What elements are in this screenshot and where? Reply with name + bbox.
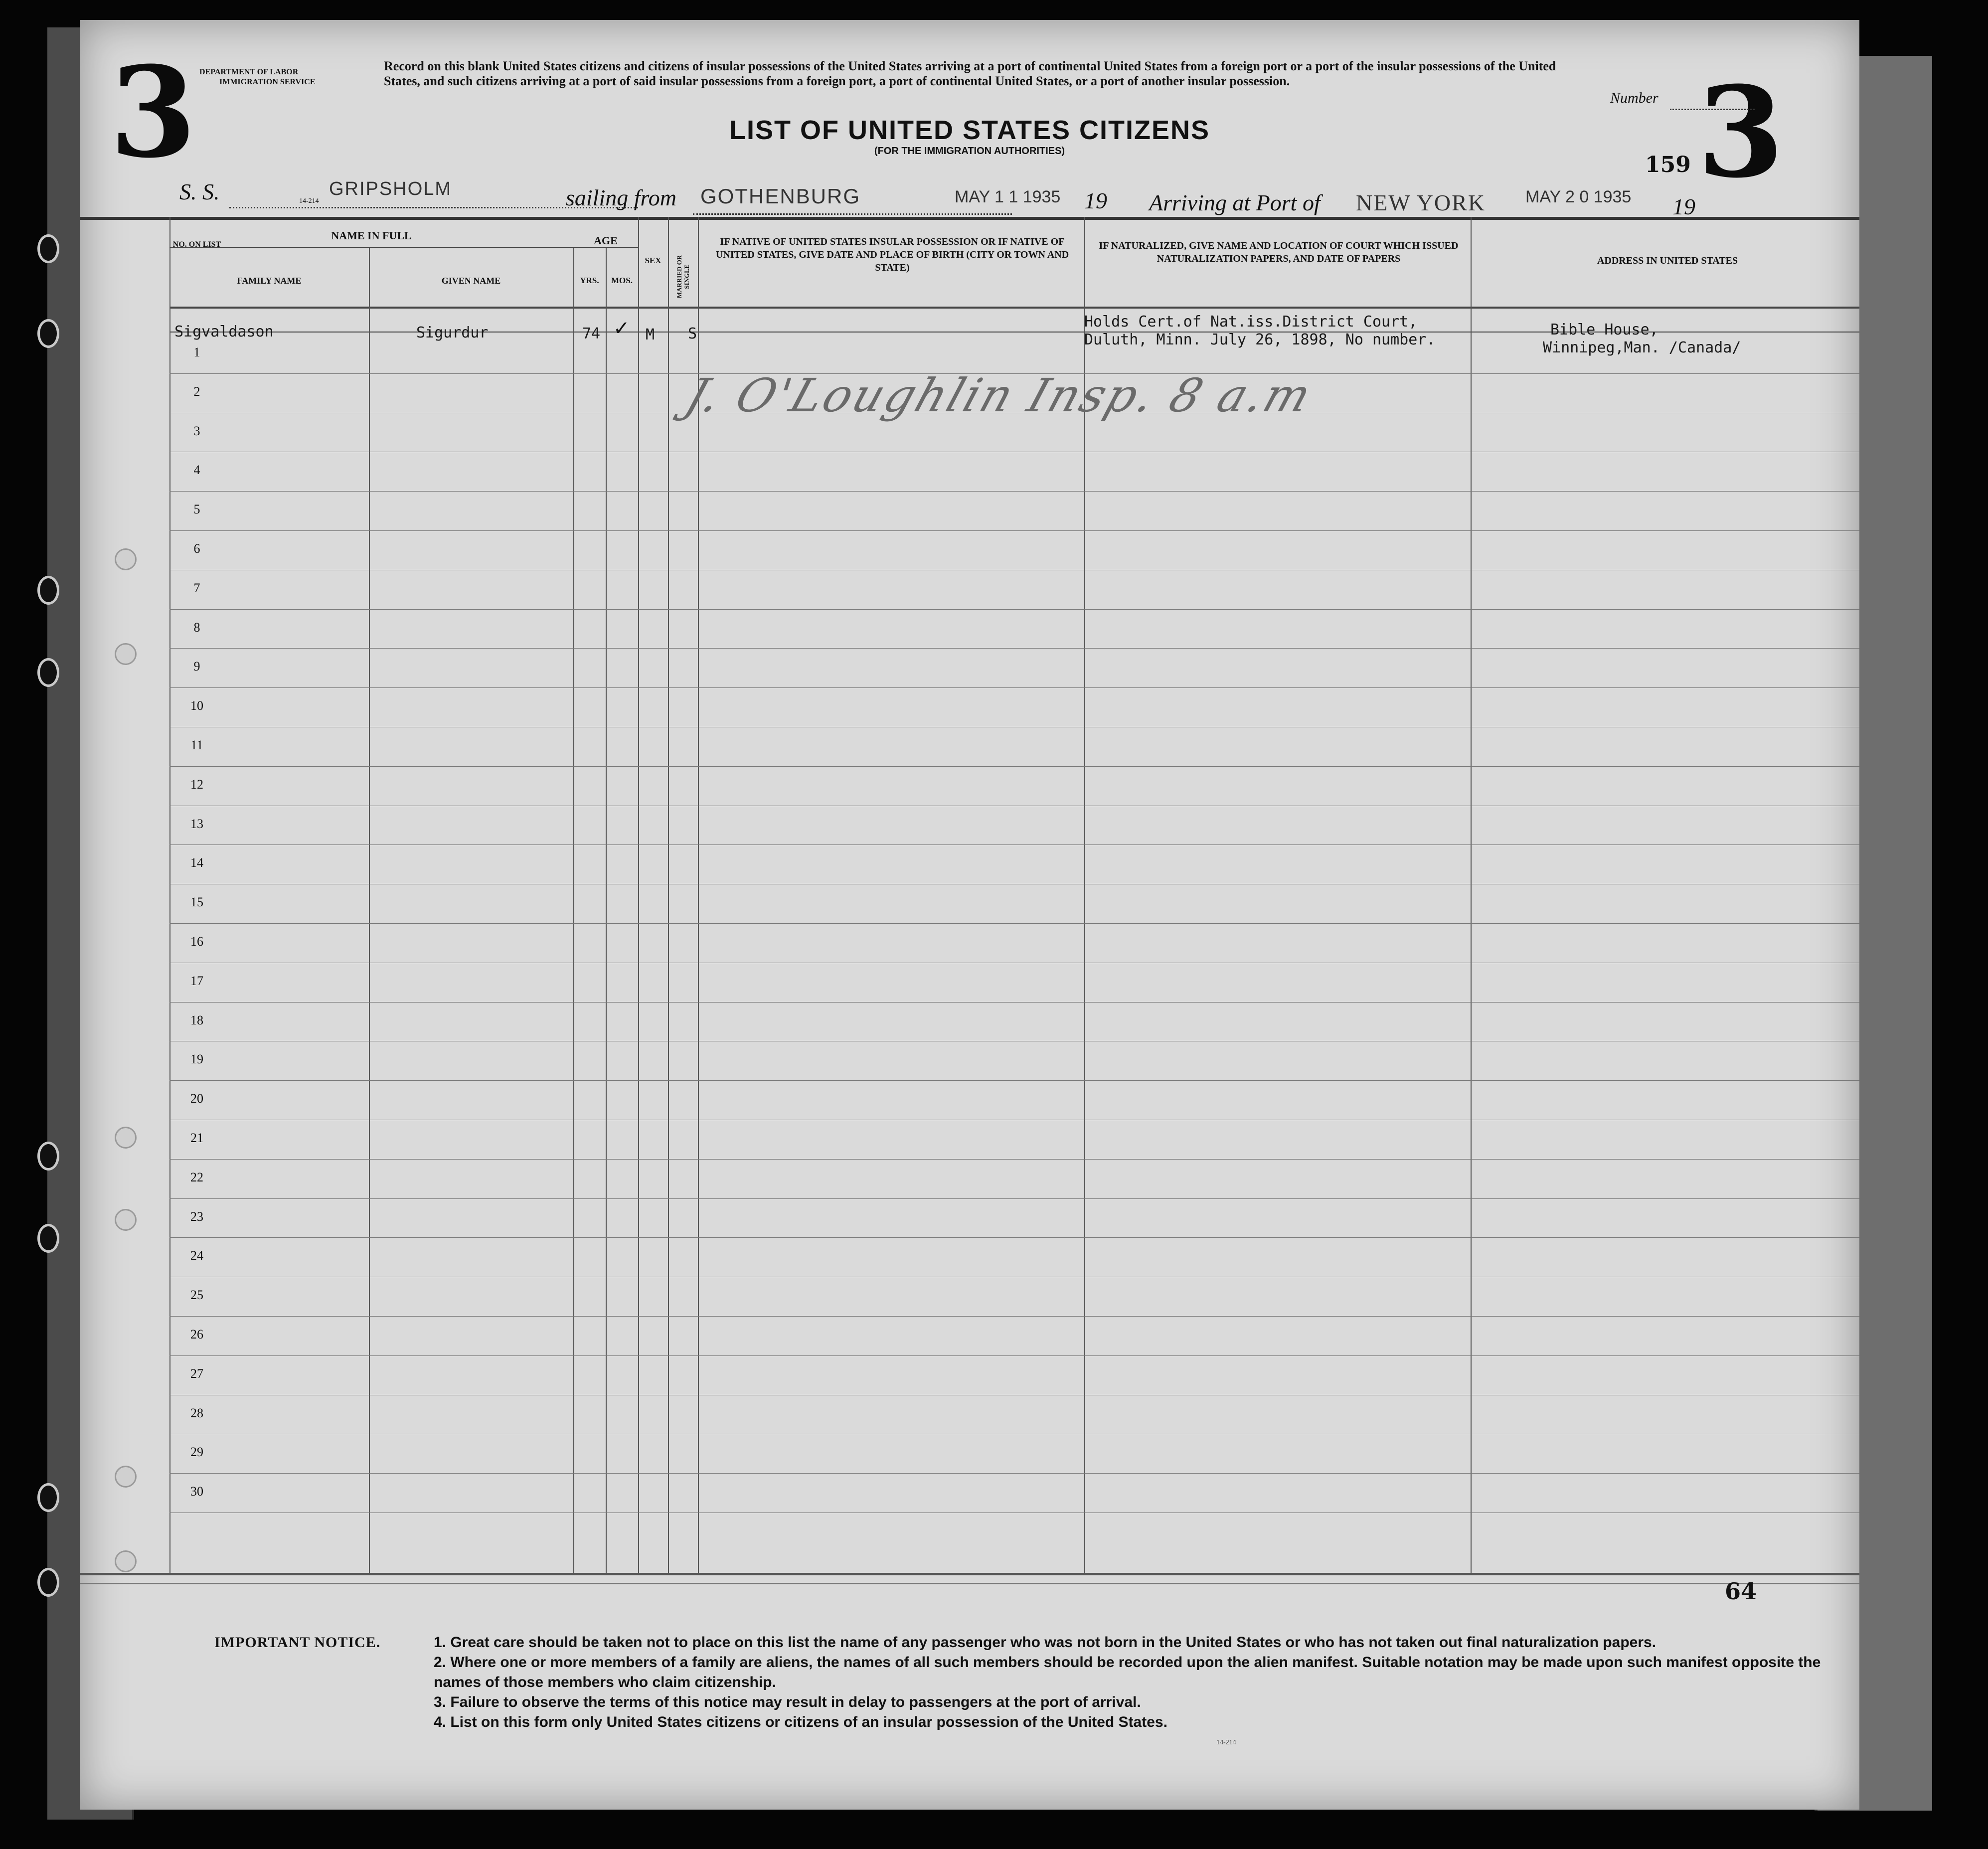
arrival-port: NEW YORK xyxy=(1356,190,1486,215)
table-row xyxy=(169,491,1859,492)
binder-hole xyxy=(37,658,59,687)
year-prefix-1: 19 xyxy=(1084,188,1107,213)
form-title: LIST OF UNITED STATES CITIZENS xyxy=(729,115,1210,145)
row-number: 6 xyxy=(193,541,200,556)
binder-hole xyxy=(37,1224,59,1253)
departure-date: MAY 1 1 1935 xyxy=(955,187,1061,206)
row-number: 10 xyxy=(190,698,203,713)
binder-hole xyxy=(37,234,59,263)
binder-hole xyxy=(37,319,59,348)
notice-item-1: 1. Great care should be taken not to place on this list the name of any passenger who was not born in the United States or who has not taken out final naturalization papers. xyxy=(434,1634,1657,1651)
header-no-on-list: NO. ON LIST xyxy=(172,240,221,249)
row-number: 25 xyxy=(190,1288,203,1303)
header-married-or-single: MARRIED OR SINGLE xyxy=(675,255,690,299)
sheet-number-left: 3 xyxy=(110,39,196,185)
row-number: 23 xyxy=(190,1209,203,1224)
header-address: ADDRESS IN UNITED STATES xyxy=(1597,255,1738,266)
row-number: 4 xyxy=(193,463,200,478)
row-number: 9 xyxy=(193,659,200,674)
header-yrs: YRS. xyxy=(580,276,599,285)
important-notice xyxy=(214,1633,1834,1732)
preamble-text: Record on this blank United States citizens and citizens of insular possessions of the United States arriving at a port of continental United States from a foreign port or a port of the insular possessions of the United States, and such citizens arriving at a port of said insular possessions from a foreign port, a port of continental United States, or a port of another insular possession. xyxy=(384,59,1556,88)
pin-hole xyxy=(115,1127,137,1149)
header-age: AGE xyxy=(594,234,618,247)
row-number: 15 xyxy=(190,895,203,910)
entry-age-years: 74 xyxy=(582,325,601,342)
form-code-bottom: 14-214 xyxy=(1216,1739,1236,1746)
table-row xyxy=(169,844,1859,845)
sailing-from-label: sailing from xyxy=(566,185,676,210)
header-sex: SEX xyxy=(645,256,662,265)
entry-marital-status: S xyxy=(688,325,697,342)
row-number: 16 xyxy=(190,934,203,949)
row-number: 19 xyxy=(190,1052,203,1067)
row-number: 18 xyxy=(190,1012,203,1027)
row-number: 7 xyxy=(193,580,200,595)
header-mos: MOS. xyxy=(611,276,633,285)
table-row xyxy=(169,1355,1859,1356)
row-number: 11 xyxy=(190,738,203,752)
row-number: 3 xyxy=(193,423,200,438)
number-label: Number xyxy=(1610,90,1658,106)
inspector-signature: J. O'Loughlin Insp. 8 a.m xyxy=(679,369,1320,422)
col-line-naturalized xyxy=(1471,217,1472,1573)
binder-hole xyxy=(37,1142,59,1171)
pin-hole xyxy=(115,548,137,570)
notice-item-2: 2. Where one or more members of a family are aliens, the names of all such members should be recorded upon the alien manifest. Suitable notation may be made upon such manifest opposite the names of those members who claim citizenship. xyxy=(434,1654,1821,1690)
entry-family-name: Sigvaldason xyxy=(174,323,274,340)
departure-port: GOTHENBURG xyxy=(700,184,861,208)
pin-hole xyxy=(115,1550,137,1572)
table-row xyxy=(169,923,1859,924)
col-line-sex xyxy=(668,217,669,1573)
row-number: 14 xyxy=(190,855,203,870)
row-number: 17 xyxy=(190,973,203,988)
entry-address-2: Winnipeg,Man. /Canada/ xyxy=(1543,339,1741,356)
binder-hole xyxy=(37,576,59,605)
row-number: 24 xyxy=(190,1248,203,1263)
pin-hole xyxy=(115,1466,137,1488)
table-row xyxy=(169,1316,1859,1317)
department-line-2: IMMIGRATION SERVICE xyxy=(219,78,316,86)
row-number: 2 xyxy=(193,384,200,399)
row-number: 29 xyxy=(190,1445,203,1460)
row-number: 26 xyxy=(190,1327,203,1342)
row-number: 5 xyxy=(193,502,200,517)
binder-hole xyxy=(37,1568,59,1597)
table-row xyxy=(169,609,1859,610)
notice-item-4: 4. List on this form only United States citizens or citizens of an insular possession of the United States. xyxy=(434,1714,1167,1730)
col-line-age xyxy=(638,217,639,1573)
year-prefix-2: 19 xyxy=(1672,194,1695,219)
page-number: 64 xyxy=(1725,1578,1757,1605)
row-number: 13 xyxy=(190,816,203,831)
departure-dotted-line xyxy=(693,213,1012,215)
notice-item-3: 3. Failure to observe the terms of this notice may result in delay to passengers at the port of arrival. xyxy=(434,1694,1141,1710)
entry-sex: M xyxy=(646,326,655,343)
entry-naturalization-2: Duluth, Minn. July 26, 1898, No number. xyxy=(1084,331,1436,348)
row-number: 20 xyxy=(190,1091,203,1106)
header-name-in-full: NAME IN FULL xyxy=(331,229,412,242)
department-line-1: DEPARTMENT OF LABOR xyxy=(199,68,299,76)
col-line-given xyxy=(573,247,574,1573)
notice-label: IMPORTANT NOTICE. xyxy=(214,1634,381,1651)
row-number: 8 xyxy=(193,620,200,635)
ss-label: S. S. xyxy=(179,179,220,204)
table-top-rule xyxy=(80,217,1859,220)
form-code-top: 14-214 xyxy=(299,197,319,205)
col-line-yrs xyxy=(606,247,607,1573)
pin-hole xyxy=(115,643,137,665)
checkmark-icon: ✓ xyxy=(613,317,630,339)
table-row xyxy=(169,1237,1859,1238)
table-row xyxy=(169,1473,1859,1474)
arrival-date: MAY 2 0 1935 xyxy=(1525,187,1632,206)
row-number: 21 xyxy=(190,1131,203,1145)
table-row xyxy=(169,1159,1859,1160)
table-row xyxy=(169,1080,1859,1081)
form-subtitle: (FOR THE IMMIGRATION AUTHORITIES) xyxy=(874,146,1065,157)
sheet-number-right: 3 xyxy=(1697,59,1784,205)
table-row xyxy=(169,373,1859,374)
table-row xyxy=(169,1198,1859,1199)
row-number: 1 xyxy=(193,345,200,359)
arriving-label: Arriving at Port of xyxy=(1149,190,1321,215)
table-row xyxy=(169,530,1859,531)
row-number: 28 xyxy=(190,1405,203,1420)
table-bottom-rule xyxy=(80,1573,1859,1575)
entry-address-1: Bible House, xyxy=(1550,321,1658,338)
entry-naturalization-1: Holds Cert.of Nat.iss.District Court, xyxy=(1084,313,1418,331)
table-bottom-rule-2 xyxy=(80,1583,1859,1584)
row-number: 22 xyxy=(190,1170,203,1184)
header-family-name: FAMILY NAME xyxy=(237,276,302,286)
header-naturalized: IF NATURALIZED, GIVE NAME AND LOCATION OF COURT WHICH ISSUED NATURALIZATION PAPERS, AND DATE OF PAPERS xyxy=(1099,240,1459,264)
ship-name: GRIPSHOLM xyxy=(329,178,452,199)
list-number: 159 xyxy=(1645,152,1691,177)
number-dotted-line xyxy=(1670,109,1755,110)
col-line-family xyxy=(369,247,370,1573)
pin-hole xyxy=(115,1209,137,1231)
table-row xyxy=(169,766,1859,767)
binder-hole xyxy=(37,1483,59,1512)
row-number: 12 xyxy=(190,777,203,792)
table-row xyxy=(169,687,1859,688)
row-number: 30 xyxy=(190,1484,203,1499)
entry-given-name: Sigurdur xyxy=(416,324,489,341)
row-number: 27 xyxy=(190,1366,203,1381)
table-row xyxy=(169,648,1859,649)
name-age-subrule xyxy=(169,247,638,248)
header-bottom-rule xyxy=(169,307,1859,309)
manifest-page xyxy=(80,20,1859,1810)
header-given-name: GIVEN NAME xyxy=(441,276,501,286)
header-native: IF NATIVE OF UNITED STATES INSULAR POSSESSION OR IF NATIVE OF UNITED STATES, GIVE DATE AND PLACE OF BIRTH (CITY OR TOWN AND STATE) xyxy=(715,236,1069,273)
table-row xyxy=(169,1002,1859,1003)
